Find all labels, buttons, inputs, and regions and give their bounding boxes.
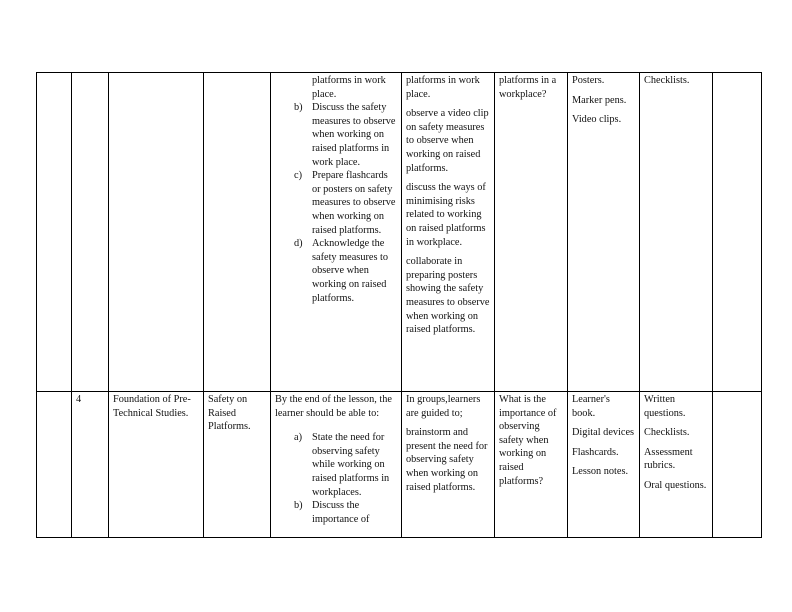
resource-text: Video clips. xyxy=(572,114,622,126)
assessment-text: Checklists. xyxy=(644,427,690,439)
outcome-text: State the need for observing safety while working on raised platforms in workplaces. xyxy=(312,432,390,498)
outcome-marker: b) xyxy=(294,500,303,512)
outcome-marker: a) xyxy=(294,432,302,444)
outcome-text: Acknowledge the safety measures to observe when working on raised platforms. xyxy=(312,238,389,304)
resource-text: Digital devices xyxy=(572,427,635,439)
resources-cell xyxy=(568,73,640,392)
experience-text: platforms in work place. xyxy=(406,75,480,100)
experiences-cell xyxy=(402,392,495,538)
resource-text: Learner's book. xyxy=(572,394,610,419)
week-cell xyxy=(37,73,72,392)
table-row xyxy=(37,73,762,392)
sub-strand-cell xyxy=(204,73,271,392)
outcome-item xyxy=(275,101,397,169)
experience-text: discuss the ways of minimising risks related to working on raised platforms in workplace. xyxy=(406,182,486,248)
outcome-text: Discuss the safety measures to observe when working on raised platforms in work place. xyxy=(312,102,396,168)
scheme-of-work-table xyxy=(36,72,762,538)
assessment-text: Oral questions. xyxy=(644,479,707,491)
week-cell xyxy=(37,392,72,538)
outcome-item xyxy=(275,499,397,526)
sub-strand-cell: Safety on Raised Platforms. xyxy=(204,392,271,538)
strand-cell xyxy=(109,73,204,392)
remarks-cell xyxy=(713,392,762,538)
resource-text: Posters. xyxy=(572,75,605,86)
lesson-cell: 4 xyxy=(72,392,109,538)
outcomes-cell xyxy=(271,392,402,538)
inquiry-cell: What is the importance of observing safety when working on raised platforms? xyxy=(495,392,568,538)
assessment-text: Written questions. xyxy=(644,394,686,419)
outcome-marker: d) xyxy=(294,238,303,250)
outcome-text: Prepare flashcards or posters on safety measures to observe when working on raised platforms. xyxy=(312,170,396,236)
assessment-text: Checklists. xyxy=(644,75,690,86)
resource-text: Flashcards. xyxy=(572,446,619,458)
table-row xyxy=(37,392,762,538)
outcome-marker: b) xyxy=(294,102,303,114)
outcome-text: Discuss the importance of xyxy=(312,500,370,525)
outcomes-intro: By the end of the lesson, the learner should be able to: xyxy=(275,394,392,419)
experience-text: brainstorm and present the need for observing safety when working on raised platforms. xyxy=(406,427,488,493)
outcome-marker: c) xyxy=(294,170,302,182)
outcome-continuation: platforms in work place. xyxy=(312,75,386,100)
assessment-cell xyxy=(640,73,713,392)
outcome-item xyxy=(275,237,397,305)
resource-text: Lesson notes. xyxy=(572,466,629,478)
assessment-cell xyxy=(640,392,713,538)
experience-text: collaborate in preparing posters showing the safety measures to observe when working on raised platforms. xyxy=(406,256,490,336)
experience-text: observe a video clip on safety measures to observe when working on raised platforms. xyxy=(406,108,489,174)
outcomes-cell xyxy=(271,73,402,392)
strand-cell: Foundation of Pre-Technical Studies. xyxy=(109,392,204,538)
assessment-text: Assessment rubrics. xyxy=(644,446,693,472)
remarks-cell xyxy=(713,73,762,392)
outcome-item xyxy=(275,431,397,499)
resource-text: Marker pens. xyxy=(572,94,627,106)
experiences-cell xyxy=(402,73,495,392)
experience-text: In groups,learners are guided to; xyxy=(406,394,481,419)
resources-cell xyxy=(568,392,640,538)
inquiry-cell: platforms in a workplace? xyxy=(495,73,568,392)
outcome-item xyxy=(275,169,397,237)
lesson-cell xyxy=(72,73,109,392)
